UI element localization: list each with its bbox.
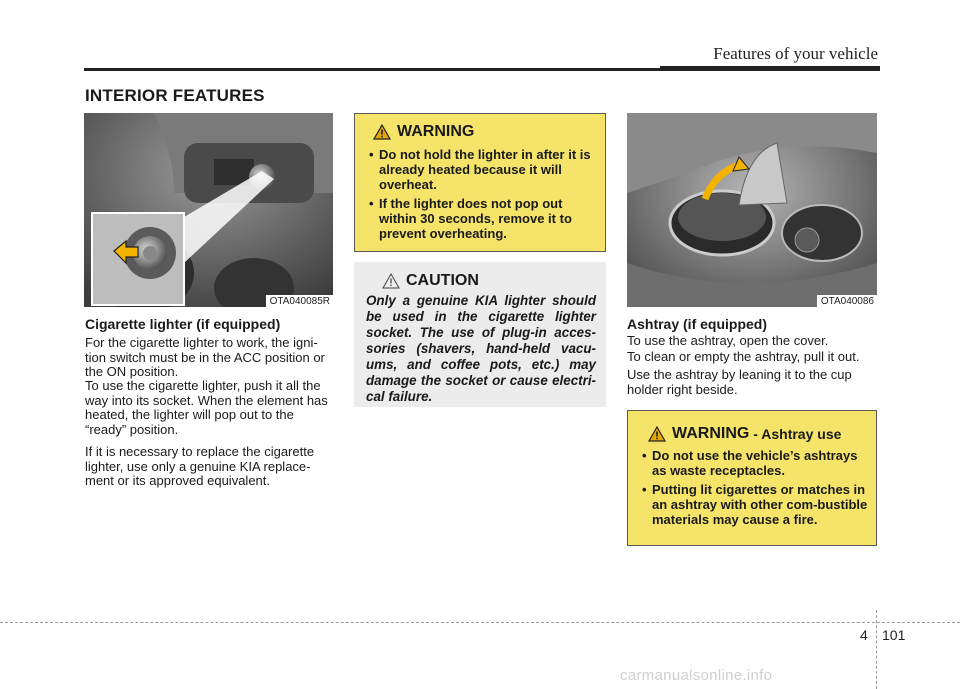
cigarette-lighter-heading: Cigarette lighter (if equipped) bbox=[85, 316, 281, 332]
cigarette-lighter-illustration bbox=[84, 113, 333, 307]
photo-code: OTA040085R bbox=[266, 295, 333, 307]
ashtray-paragraph-1: To use the ashtray, open the cover. bbox=[627, 333, 829, 348]
cigarette-paragraph-1: For the cigarette lighter to work, the igni-tion switch must be in the ACC position or the ON position. bbox=[85, 335, 325, 379]
warning-title: WARNING bbox=[672, 425, 750, 442]
warning-triangle-icon bbox=[648, 426, 666, 442]
chapter-number: 4 bbox=[860, 627, 868, 643]
warning-item: • Putting lit cigarettes or matches in an ashtray with other com-bustible materials may cause a fire. bbox=[642, 482, 868, 527]
watermark: carmanualsonline.info bbox=[620, 667, 773, 684]
cigarette-lighter-photo bbox=[84, 113, 333, 307]
caution-text: Only a genuine KIA lighter should be used in the cigarette lighter socket. The use of plug-in acces-sories (shavers, hand-held vacu-ums, and coffee pots, etc.) may damage the socket or cause electri-cal failure. bbox=[366, 293, 596, 404]
section-title: INTERIOR FEATURES bbox=[85, 86, 265, 105]
warning-title: WARNING bbox=[397, 123, 475, 140]
ashtray-paragraph-2: To clean or empty the ashtray, pull it out. bbox=[627, 349, 860, 364]
ashtray-paragraph-3: Use the ashtray by leaning it to the cup holder right beside. bbox=[627, 367, 852, 397]
ashtray-illustration bbox=[627, 113, 877, 307]
footer-divider bbox=[876, 610, 877, 689]
cigarette-paragraph-2: To use the cigarette lighter, push it all the way into its socket. When the element has heated, the lighter will pop out to the “ready” position. bbox=[85, 378, 328, 437]
warning-triangle-icon bbox=[373, 124, 391, 140]
photo-code: OTA040086 bbox=[817, 295, 877, 307]
warning-subtitle: - Ashtray use bbox=[749, 426, 842, 442]
warning-item: • Do not hold the lighter in after it is already heated because it will overheat. bbox=[369, 147, 591, 192]
warning-item: • Do not use the vehicle’s ashtrays as waste receptacles. bbox=[642, 448, 858, 478]
warning-box-ashtray bbox=[627, 410, 877, 546]
ashtray-heading: Ashtray (if equipped) bbox=[627, 316, 768, 332]
caution-box bbox=[354, 262, 606, 407]
footer-rule bbox=[0, 622, 960, 623]
ashtray-photo bbox=[627, 113, 877, 307]
warning-box-lighter bbox=[354, 113, 606, 252]
page-number: 101 bbox=[882, 627, 906, 643]
warning-item: • If the lighter does not pop out within 30 seconds, remove it to prevent overheating. bbox=[369, 196, 572, 241]
caution-title: CAUTION bbox=[406, 272, 479, 289]
cigarette-paragraph-3: If it is necessary to replace the cigarette lighter, use only a genuine KIA replace-ment or its approved equivalent. bbox=[85, 444, 315, 488]
header-title: Features of your vehicle bbox=[713, 44, 878, 63]
caution-triangle-icon bbox=[382, 273, 400, 289]
header-rule-accent bbox=[660, 66, 880, 71]
